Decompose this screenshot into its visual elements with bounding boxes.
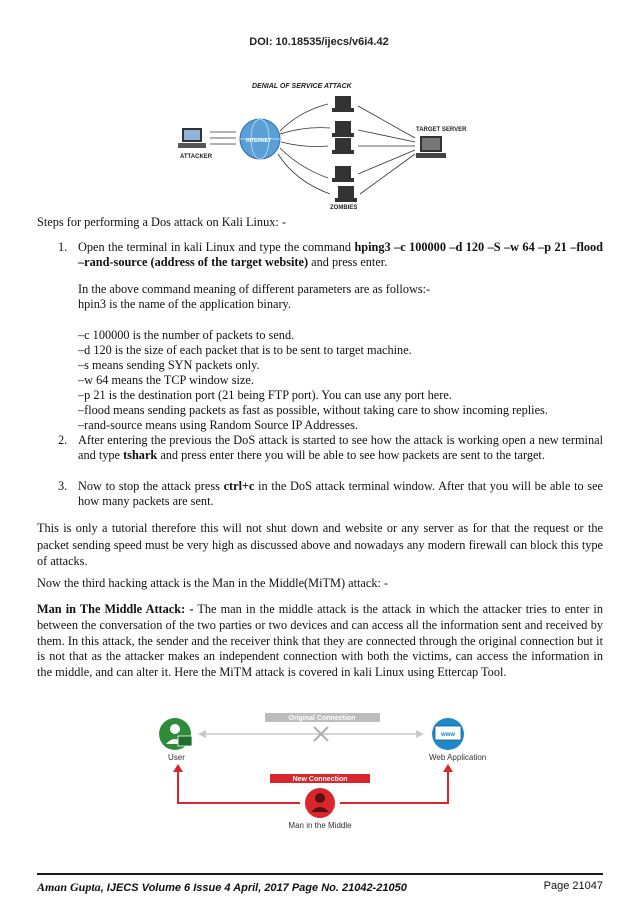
step-3-number: 3. (58, 479, 68, 493)
user-label: User (168, 753, 185, 762)
zombie-computers-icon (332, 96, 357, 202)
user-icon (159, 718, 192, 750)
man-in-the-middle-label: Man in the Middle (288, 821, 352, 830)
zombies-label: ZOMBIES (330, 205, 358, 211)
dos-attack-diagram (170, 76, 500, 211)
attacker-computer-icon (178, 128, 206, 148)
internet-label: INTERNET (246, 138, 271, 144)
param-p: –p 21 is the destination port (21 being FTP port). You can use any port here. (78, 388, 452, 402)
footer-citation: Aman Gupta, IJECS Volume 6 Issue 4 April, 2017 Page No. 21042-21050 (37, 880, 407, 894)
target-links (358, 106, 415, 194)
steps-intro: Steps for performing a Dos attack on Kali Linux: - (37, 215, 286, 229)
param-d: –d 120 is the size of each packet that is to be sent to target machine. (78, 343, 412, 357)
www-label: www (440, 732, 456, 738)
original-connection-label: Original Connection (288, 715, 356, 722)
param-w: –w 64 means the TCP window size. (78, 373, 254, 387)
target-server-icon (416, 136, 446, 158)
step-2: After entering the previous the DoS attack is started to see how the attack is working open a new terminal and type tshark and press enter there you will be able to see how packets are sent to the target. (78, 433, 603, 463)
zombie-links (278, 104, 330, 194)
dos-figure-title: DENIAL OF SERVICE ATTACK (252, 83, 352, 90)
new-connection-label: New Connection (292, 776, 348, 783)
params-intro: In the above command meaning of different parameters are as follows:- (78, 282, 431, 296)
doi-header: DOI: 10.18535/ijecs/v6i4.42 (249, 36, 389, 48)
param-rand-source: –rand-source means using Random Source IP Addresses. (78, 418, 358, 432)
third-attack-paragraph: Now the third hacking attack is the Man in the Middle(MiTM) attack: - (37, 576, 389, 590)
param-s: –s means sending SYN packets only. (78, 358, 260, 372)
param-c: –c 100000 is the number of packets to send. (78, 328, 295, 342)
binary-note: hpin3 is the name of the application binary. (78, 297, 291, 311)
man-in-the-middle-icon (305, 788, 335, 818)
mitm-body: The man in the middle attack is the attack in which the attacker tries to enter in between the conversation of the two parties or two devices and can access all the information sent and received by them. In this attack, the sender and the receiver think that they are connected through the original connection but it is not that as the attacker makes an independent connection with both the victims, can access the information in the middle, and can alter it. Here the MiTM attack is covered in kali Linux using Ettercap Tool. (37, 602, 603, 680)
attacker-arrows (210, 132, 236, 144)
step-1-number: 1. (58, 240, 68, 254)
footer-divider (37, 873, 603, 875)
web-application-label: Web Application (429, 753, 487, 762)
step-1: Open the terminal in kali Linux and type the command hping3 –c 100000 –d 120 –S –w 64 –p 21 –flood –rand-source (address of the target website) and press enter. (78, 240, 603, 270)
page-number: Page 21047 (543, 880, 603, 892)
mitm-diagram (148, 708, 518, 833)
step-3: Now to stop the attack press ctrl+c in the DoS attack terminal window. After that you will be able to see how many packets are sent. (78, 479, 603, 509)
target-server-label: TARGET SERVER (416, 127, 467, 133)
attacker-label: ATTACKER (180, 154, 213, 160)
param-flood: –flood means sending packets as fast as possible, without taking care to show incoming replies. (78, 403, 548, 417)
tutorial-paragraph: This is only a tutorial therefore this will not shut down and website or any server as for that the request or the packet sending speed must be very high as discussed above and nowadays any modern firewall can block this type of attacks. (37, 521, 603, 568)
mitm-heading: Man in The Middle Attack: - (37, 602, 194, 616)
step-2-number: 2. (58, 433, 68, 447)
mitm-paragraph (37, 602, 603, 681)
